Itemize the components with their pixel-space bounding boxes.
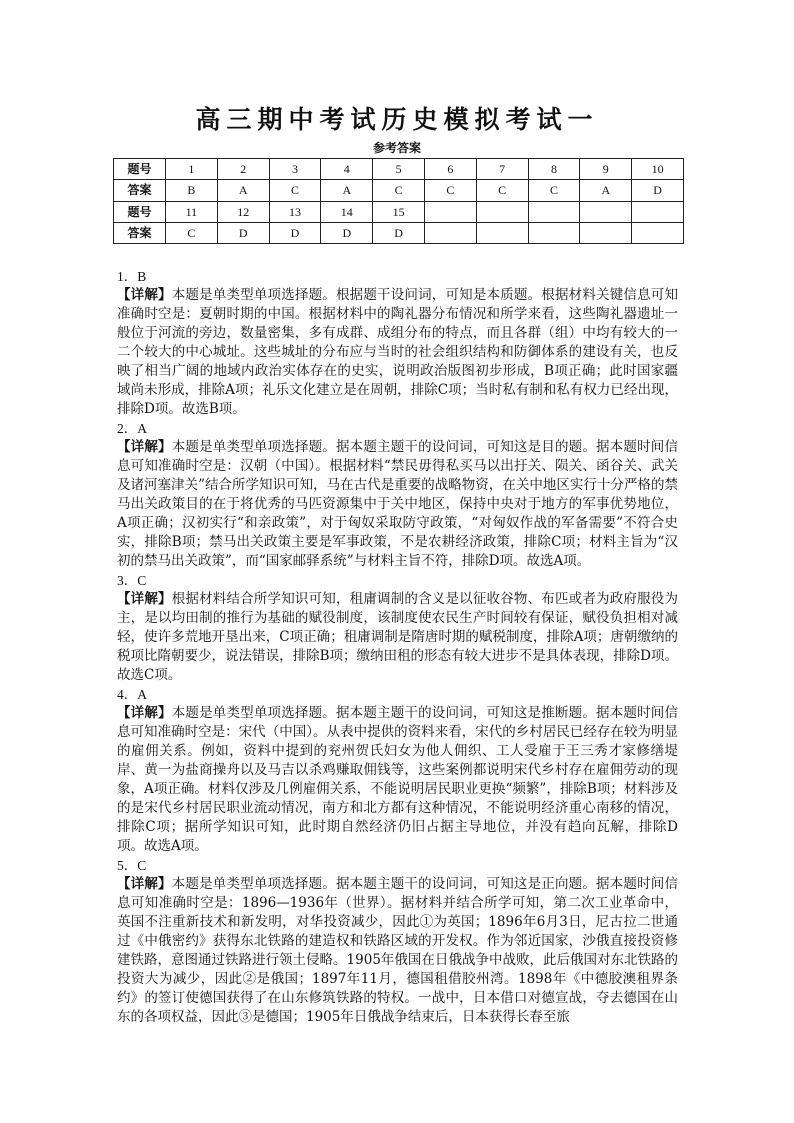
answer-table-cell: C (166, 222, 218, 243)
explanation-paragraph (117, 590, 678, 685)
answer-table-cell: D (269, 222, 321, 243)
row-header-cell: 答案 (114, 180, 166, 201)
explanation-item (117, 571, 678, 685)
explanation-text: 本题是单类型单项选择题。据本题主题干的设问词，可知这是推断题。据本题时间信息可知准确时空是：宋代（中国）。从表中提供的资料来看，宋代的乡村居民已经存在较为明显的雇佣关系。例如，资料中提到的兖州贺氏妇女为他人佣织、工人受雇于王三秀才家修缮堤岸、黄一为盐商操舟以及马吉以杀鸡赚取佣钱等，这些案例都说明宋代乡村存在雇佣劳动的现象，A项正确。材料仅涉及几例雇佣关系，不能说明居民职业更换“频繁”，排除B项；材料涉及的是宋代乡村居民职业流动情况，南方和北方都有这种情况，不能说明经济重心南移的情况，排除C项；据所学知识可知，此时期自然经济仍旧占据主导地位，并没有趋向瓦解，排除D项。故选A项。 (117, 705, 678, 854)
detail-tag: 【详解】 (117, 876, 172, 892)
explanation-text: 本题是单类型单项选择题。据本题主题干的设问词，可知这是正向题。据本题时间信息可知准确时空是：1896—1936年（世界）。据材料并结合所学可知，第二次工业革命中，英国不注重新技术和新发明，对华投资减少，因此①为英国；1896年6月3日，尼古拉二世通过《中俄密约》获得东北铁路的建造权和铁路区域的开发权。作为邻近国家，沙俄直接投资修建铁路，意图通过铁路进行领土侵略。1905年俄国在日俄战争中战败，此后俄国对东北铁路的投资大为减少，因此②是俄国；1897年11月，德国租借胶州湾。1898年《中德胶澳租界条约》的签订使德国获得了在山东修筑铁路的特权。一战中，日本借口对德宣战，夺去德国在山东的各项权益，因此③是德国；1905年日俄战争结束后，日本获得长春至旅 (117, 876, 678, 1025)
answer-table-cell: D (217, 222, 269, 243)
answer-table-row (114, 180, 684, 201)
answer-key-subtitle: 参考答案 (372, 141, 421, 155)
answer-table-cell: 10 (632, 159, 684, 180)
answer-table-cell: A (321, 180, 373, 201)
question-number: 1．B (117, 269, 147, 284)
explanation-paragraph (117, 875, 678, 1027)
explanation-text: 本题是单类型单项选择题。根据题干设问词，可知是本质题。根据材料关键信息可知准确时空是：夏朝时期的中国。根据材料中的陶礼器分布情况和所学来看，这些陶礼器遗址一般位于河流的旁边，数量密集，多有成群、成组分布的特点，而且各群（组）中均有较大的一二个较大的中心城址。这些城址的分布应与当时的社会组织结构和防御体系的建设有关，也反映了相当广阔的地域内政治实体存在的史实，说明政治版图初步形成，B项正确；此时国家疆域尚未形成，排除A项；礼乐文化建立是在周朝，排除C项；当时私有制和私有权力已经出现，排除D项。故选B项。 (117, 287, 678, 417)
answer-table-cell: D (373, 222, 425, 243)
explanation-text: 根据材料结合所学知识可知，租庸调制的含义是以征收谷物、布匹或者为政府服役为主，是以均田制的推行为基础的赋役制度，该制度使农民生产时间较有保证，赋役负担相对减轻，使许多荒地开垦出来，C项正确；租庸调制是隋唐时期的赋税制度，排除A项；唐朝缴纳的税项比隋朝要少，说法错误，排除B项；缴纳田租的形态有较大进步不是具体表现，排除D项。故选C项。 (117, 591, 678, 683)
answer-table-row (114, 222, 684, 243)
answer-table-cell: C (476, 180, 528, 201)
answer-table-cell: 11 (166, 201, 218, 222)
answer-table-cell (632, 201, 684, 222)
explanation-item (117, 856, 678, 1027)
detail-tag: 【详解】 (117, 705, 172, 721)
answer-table-cell: 9 (580, 159, 632, 180)
answer-table-cell: 4 (321, 159, 373, 180)
answer-table-row (114, 201, 684, 222)
explanation-item (117, 419, 678, 571)
question-number: 2．A (117, 421, 147, 436)
answer-table-cell (528, 201, 580, 222)
explanation-item (117, 685, 678, 856)
answer-table-cell (632, 222, 684, 243)
answer-table-cell: 1 (166, 159, 218, 180)
explanation-text: 本题是单类型单项选择题。据本题主题干的设问词，可知这是目的题。据本题时间信息可知准确时空是：汉朝（中国）。根据材料“禁民毋得私买马以出扜关、陨关、函谷关、武关及诸河塞津关”结合所学知识可知，马在古代是重要的战略物资，在关中地区实行十分严格的禁马出关政策目的在于将优秀的马匹资源集中于关中地区，保持中央对于地方的军事优势地位，A项正确；汉初实行“和亲政策”，对于匈奴采取防守政策，“对匈奴作战的军备需要”不符合史实，排除B项；禁马出关政策主要是军事政策，不是农耕经济政策，排除C项；材料主旨为“汉初的禁马出关政策”，而“国家邮驿系统”与材料主旨不符，排除D项。故选A项。 (117, 439, 678, 569)
explanation-paragraph (117, 438, 678, 571)
answer-table-cell (580, 201, 632, 222)
answer-table-cell: 5 (373, 159, 425, 180)
answer-table-row (114, 159, 684, 180)
explanation-item (117, 267, 678, 419)
answer-table-cell: C (424, 180, 476, 201)
explanations (117, 267, 678, 1027)
row-header-cell: 题号 (114, 159, 166, 180)
question-number: 4．A (117, 687, 147, 702)
detail-tag: 【详解】 (117, 439, 172, 455)
answer-table-cell: 14 (321, 201, 373, 222)
detail-tag: 【详解】 (117, 591, 172, 607)
answer-table-cell: D (632, 180, 684, 201)
answer-table-cell: C (528, 180, 580, 201)
answer-table-cell: 12 (217, 201, 269, 222)
answer-table-cell (424, 222, 476, 243)
page-title: 高三期中考试历史模拟考试一 (195, 105, 599, 134)
question-number: 5．C (117, 858, 147, 873)
answer-table-cell: 8 (528, 159, 580, 180)
answer-table-cell: A (580, 180, 632, 201)
answer-table (113, 158, 684, 244)
answer-table-cell: C (373, 180, 425, 201)
answer-table-cell (476, 201, 528, 222)
answer-table-cell (424, 201, 476, 222)
question-number: 3．C (117, 573, 147, 588)
explanation-paragraph (117, 704, 678, 856)
row-header-cell: 答案 (114, 222, 166, 243)
detail-tag: 【详解】 (117, 287, 172, 303)
answer-table-cell: 13 (269, 201, 321, 222)
answer-table-cell: D (321, 222, 373, 243)
answer-table-cell (476, 222, 528, 243)
answer-table-cell: C (269, 180, 321, 201)
answer-table-cell: 15 (373, 201, 425, 222)
answer-table-cell: B (166, 180, 218, 201)
answer-table-cell (528, 222, 580, 243)
answer-table-cell (580, 222, 632, 243)
answer-table-cell: 6 (424, 159, 476, 180)
answer-table-cell: 2 (217, 159, 269, 180)
answer-table-cell: A (217, 180, 269, 201)
explanation-paragraph (117, 286, 678, 419)
answer-table-cell: 3 (269, 159, 321, 180)
row-header-cell: 题号 (114, 201, 166, 222)
answer-table-cell: 7 (476, 159, 528, 180)
